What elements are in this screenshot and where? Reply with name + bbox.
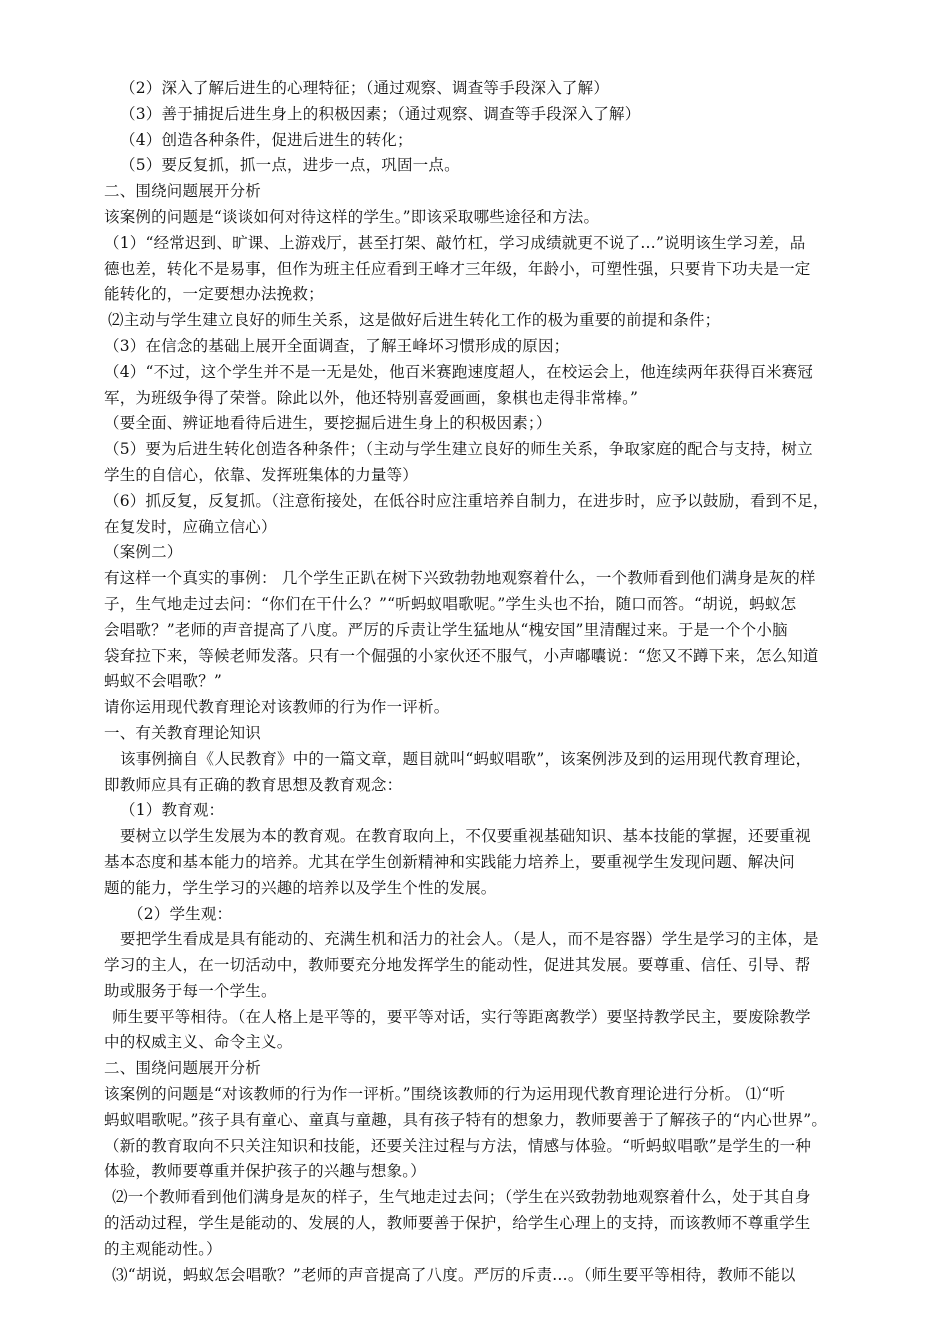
text-line: 蚂蚁不会唱歌？” [104, 672, 223, 691]
section-heading: 二、围绕问题展开分析 [104, 1059, 262, 1078]
text-line: 袋耷拉下来，等候老师发落。只有一个倔强的小家伙还不服气，小声嘟囔说：“您又不蹲下来，怎么知道 [104, 646, 819, 665]
text-line: 蚂蚁唱歌呢。”孩子具有童心、童真与童趣，具有孩子特有的想象力，教师要善于了解孩子的“内心世界”。 [104, 1110, 828, 1129]
text-line: （4）创造各种条件，促进后进生的转化； [120, 130, 413, 149]
text-line: ⑵主动与学生建立良好的师生关系，这是做好后进生转化工作的极为重要的前提和条件； [108, 311, 721, 330]
text-line: （2）深入了解后进生的心理特征；（通过观察、调查等手段深入了解） [120, 79, 610, 97]
text-line: （4）“不过，这个学生并不是一无是处，他百米赛跑速度超人，在校运会上，他连续两年获得百米赛冠 [104, 362, 813, 381]
text-line: 会唱歌？”老师的声音提高了八度。严厉的斥责让学生猛地从“槐安国”里清醒过来。于是一个个小脑 [104, 620, 788, 639]
text-line: 的主观能动性。） [104, 1239, 222, 1258]
section-heading: 二、围绕问题展开分析 [104, 182, 262, 201]
text-line: 体验，教师要尊重并保护孩子的兴趣与想象。） [104, 1162, 426, 1181]
text-line: 基本态度和基本能力的培养。尤其在学生创新精神和实践能力培养上，要重视学生发现问题、解决问 [104, 852, 795, 871]
text-line: （3）在信念的基础上展开全面调查，了解王峰坏习惯形成的原因； [104, 336, 570, 355]
text-line: 的活动过程，学生是能动的、发展的人，教师要善于保护，给学生心理上的支持，而该教师不尊重学生 [104, 1214, 811, 1233]
text-line: （1）“经常迟到、旷课、上游戏厅，甚至打架、敲竹杠，学习成绩就更不说了…”说明该生学习差，品 [104, 233, 806, 252]
text-line: （6）抓反复，反复抓。（注意衔接处，在低谷时应注重培养自制力，在进步时，应予以鼓励，看到不足， [104, 491, 829, 510]
text-line: ⑶“胡说，蚂蚁怎会唱歌？”老师的声音提高了八度。严厉的斥责…。（师生要平等相待，教师不能以 [112, 1265, 796, 1284]
text-line: ⑵一个教师看到他们满身是灰的样子，生气地走过去问；（学生在兴致勃勃地观察着什么，处于其自身 [112, 1188, 811, 1207]
text-line: 该案例的问题是“对该教师的行为作一评析。”围绕该教师的行为运用现代教育理论进行分析。 ⑴“听 [104, 1085, 786, 1104]
text-line: 子，生气地走过去问：“你们在干什么？”“听蚂蚁唱歌呢。”学生头也不抬，随口而答。“胡说，蚂蚁怎 [104, 594, 797, 613]
text-line: 中的权威主义、命令主义。 [104, 1033, 293, 1052]
text-line: 请你运用现代教育理论对该教师的行为作一评析。 [104, 698, 450, 717]
text-line: （要全面、辨证地看待后进生，要挖掘后进生身上的积极因素；） [104, 414, 552, 433]
text-line: （5）要反复抓，抓一点，进步一点，巩固一点。 [120, 156, 460, 175]
text-line: 德也差，转化不是易事，但作为班主任应看到王峰才三年级，年龄小，可塑性强，只要肯下功夫是一定 [104, 259, 811, 278]
section-heading: 一、有关教育理论知识 [104, 723, 262, 742]
text-line: （3）善于捕捉后进生身上的积极因素；（通过观察、调查等手段深入了解） [120, 104, 641, 123]
text-line: 师生要平等相待。（在人格上是平等的，要平等对话，实行等距离教学）要坚持教学民主，要废除教学 [112, 1007, 811, 1026]
text-line: （5）要为后进生转化创造各种条件；（主动与学生建立良好的师生关系，争取家庭的配合与支持，树立 [104, 440, 813, 459]
text-line: 学习的主人，在一切活动中，教师要充分地发挥学生的能动性，促进其发展。要尊重、信任、引导、帮 [104, 956, 811, 975]
text-line: 题的能力，学生学习的兴趣的培养以及学生个性的发展。 [104, 878, 497, 897]
text-line: 助或服务于每一个学生。 [104, 981, 277, 1000]
text-line: 军，为班级争得了荣誉。除此以外，他还特别喜爱画画，象棋也走得非常棒。” [104, 388, 639, 407]
text-line: 能转化的，一定要想办法挽救； [104, 285, 324, 304]
text-line: 该事例摘自《人民教育》中的一篇文章，题目就叫“蚂蚁唱歌”，该案例涉及到的运用现代教育理论， [120, 749, 812, 768]
text-line: 在复发时，应确立信心） [104, 517, 277, 536]
text-line: 即教师应具有正确的教育思想及教育观念： [104, 775, 403, 794]
text-line: 有这样一个真实的事例： 几个学生正趴在树下兴致勃勃地观察着什么，一个教师看到他们满身是灰的样 [104, 569, 816, 588]
text-line: （新的教育取向不只关注知识和技能，还要关注过程与方法，情感与体验。“听蚂蚁唱歌”是学生的一种 [104, 1136, 812, 1155]
case-heading: （案例二） [104, 543, 183, 562]
text-line: 要把学生看成是具有能动的、充满生机和活力的社会人。（是人，而不是容器）学生是学习的主体，是 [120, 930, 819, 949]
text-line: 要树立以学生发展为本的教育观。在教育取向上，不仅要重视基础知识、基本技能的掌握，还要重视 [120, 827, 811, 846]
text-line: 该案例的问题是“谈谈如何对待这样的学生。”即该采取哪些途径和方法。 [104, 207, 600, 226]
text-line: （2）学生观： [128, 904, 233, 923]
text-line: （1）教育观： [120, 801, 225, 820]
text-line: 学生的自信心，依靠、发挥班集体的力量等） [104, 465, 419, 484]
document-body [104, 76, 860, 1288]
